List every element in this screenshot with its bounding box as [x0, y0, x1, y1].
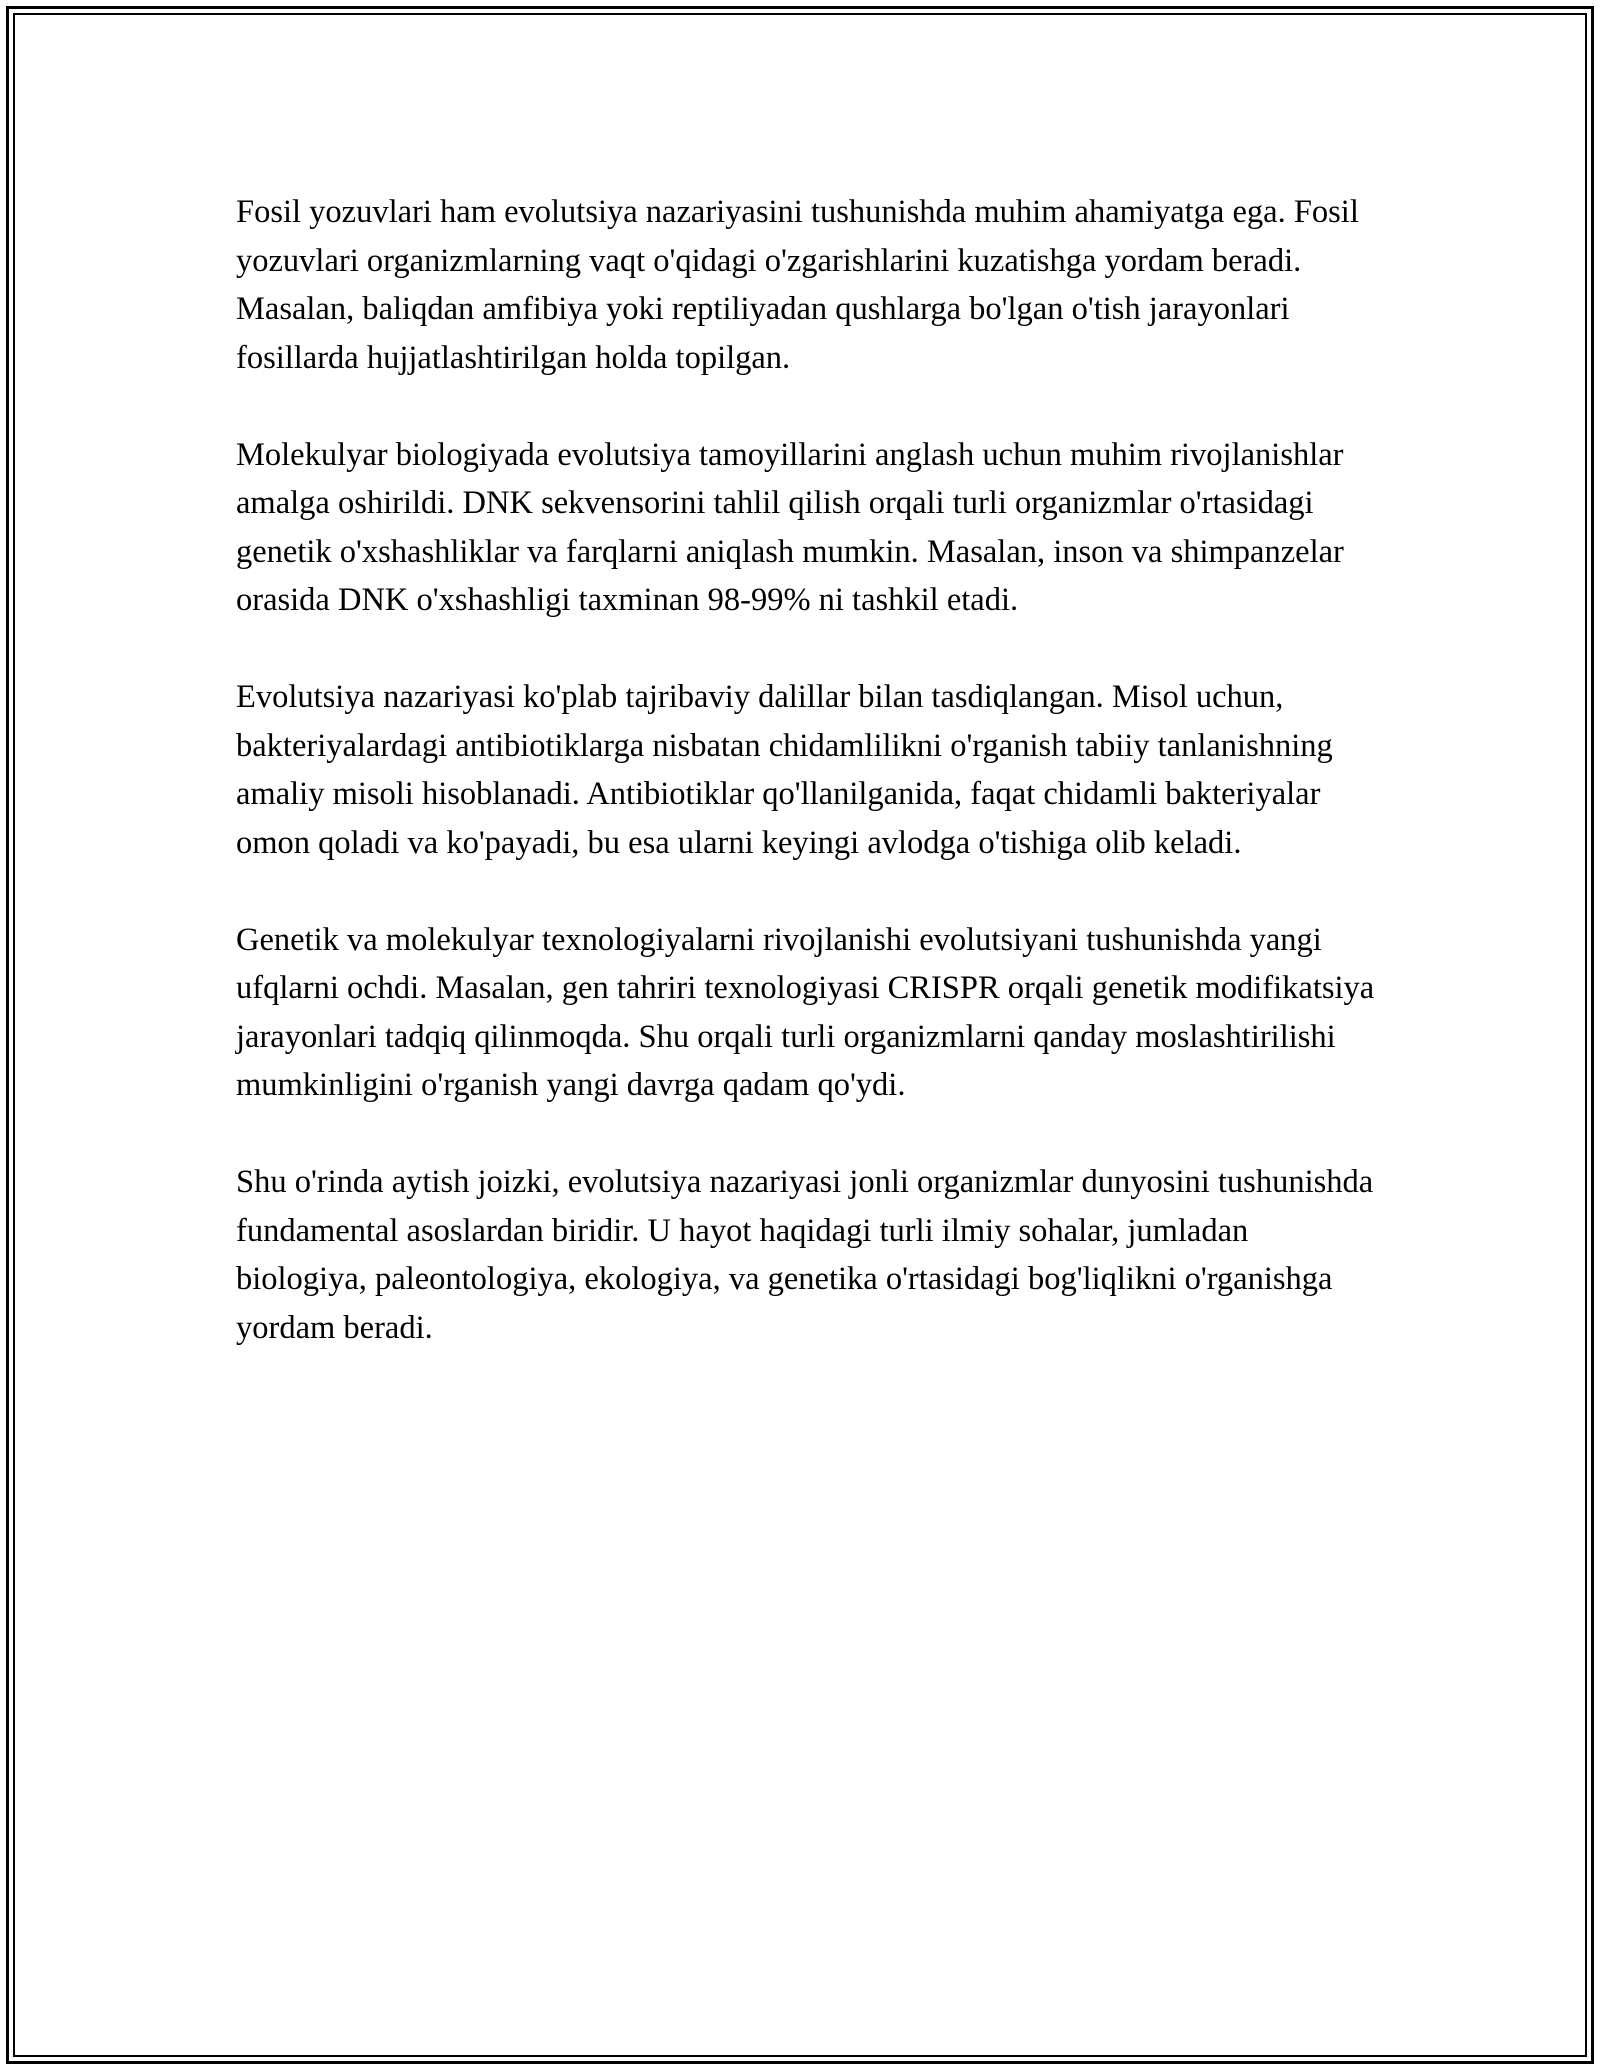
paragraph-experimental-evidence: Evolutsiya nazariyasi ko'plab tajribaviy dalillar bilan tasdiqlangan. Misol uchun, bakteriyalardagi antibiotiklarga nisbatan chidamlilikni o'rganish tabiiy tanlanishning amaliy misoli hisoblanadi. Antibiotiklar qo'llanilganida, faqat chidamli bakteriyalar omon qoladi va ko'payadi, bu esa ularni keyingi avlodga o'tishiga olib keladi.	[236, 679, 1333, 861]
paragraph-conclusion: Shu o'rinda aytish joizki, evolutsiya nazariyasi jonli organizmlar dunyosini tushunishda fundamental asoslardan biridir. U hayot haqidagi turli ilmiy sohalar, jumladan biologiya, paleontologiya, ekologiya, va genetika o'rtasidagi bog'liqlikni o'rganishga yordam beradi.	[236, 1164, 1374, 1346]
paragraph-fossil-records: Fosil yozuvlari ham evolutsiya nazariyasini tushunishda muhim ahamiyatga ega. Fosil yozuvlari organizmlarning vaqt o'qidagi o'zgarishlarini kuzatishga yordam beradi. Masalan, baliqdan amfibiya yoki reptiliyadan qushlarga bo'lgan o'tish jarayonlari fosillarda hujjatlashtirilgan holda topilgan.	[236, 194, 1359, 376]
paragraph-genetic-technologies: Genetik va molekulyar texnologiyalarni rivojlanishi evolutsiyani tushunishda yangi ufqlarni ochdi. Masalan, gen tahriri texnologiyasi CRISPR orqali genetik modifikatsiya jarayonlari tadqiq qilinmoqda. Shu orqali turli organizmlarni qanday moslashtirilishi mumkinligini o'rganish yangi davrga qadam qo'ydi.	[236, 921, 1375, 1103]
paragraph-molecular-biology: Molekulyar biologiyada evolutsiya tamoyillarini anglash uchun muhim rivojlanishlar amalga oshirildi. DNK sekvensorini tahlil qilish orqali turli organizmlar o'rtasidagi genetik o'xshashliklar va farqlarni aniqlash mumkin. Masalan, inson va shimpanzelar orasida DNK o'xshashligi taxminan 98-99% ni tashkil etadi.	[236, 436, 1344, 618]
document-body	[236, 188, 1376, 1401]
